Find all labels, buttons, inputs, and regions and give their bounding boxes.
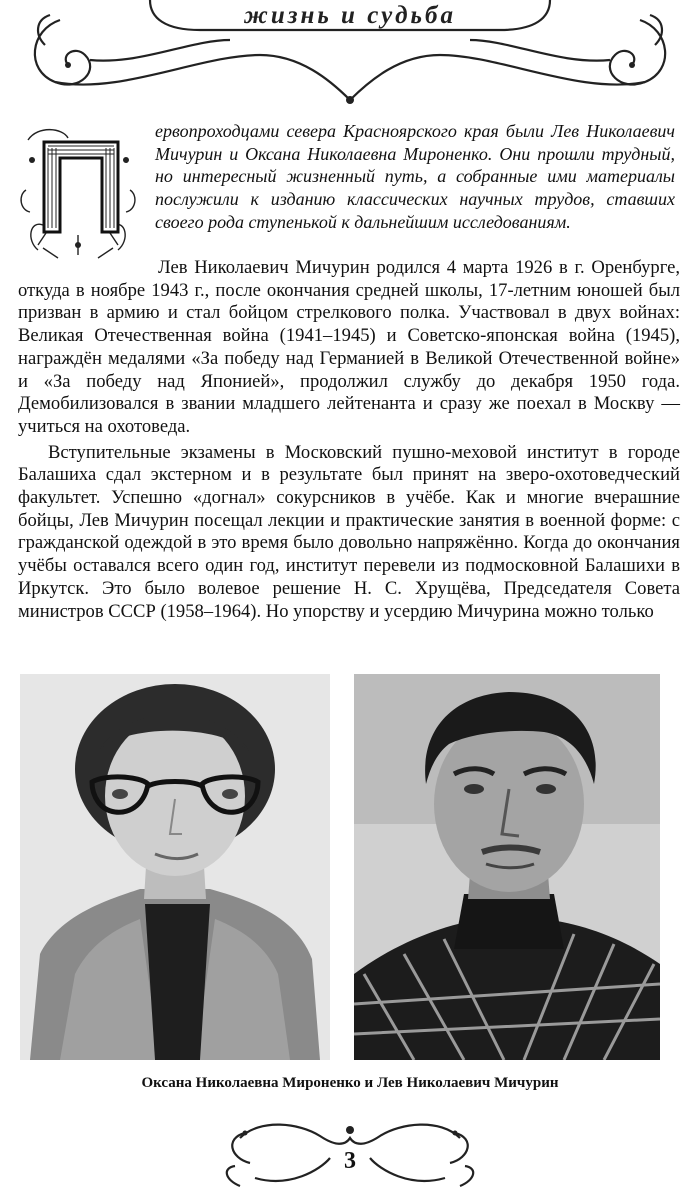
portrait-man-image — [354, 674, 660, 1060]
paragraph-biography: Лев Николаевич Мичурин родился 4 марта 1926 в г. Оренбурге, откуда в ноябре 1943 г., после окончания средней школы, 17-летним юношей был призван в армию и стал бойцом стрелкового полка. Участвовал в двух войнах: Великая Отечественная война (1941–1945) и Советско-японская война (1945), награждён медалями «За победу над Германией в Великой Отечественной войне» и «За победу над Японией», продолжил службу до декабря 1950 года. Демобилизовался в звании младшего лейтенанта и сразу же поехал в Москву — учиться на охотоведа. — [18, 257, 680, 437]
section-title: жизнь и судьба — [244, 2, 456, 29]
portrait-woman-image — [20, 674, 330, 1060]
page-header — [0, 0, 700, 112]
article-body — [18, 257, 680, 623]
portrait-michurin — [354, 674, 660, 1060]
page-number: 3 — [344, 1148, 356, 1174]
portrait-mironenko — [20, 674, 330, 1060]
drop-cap — [18, 120, 140, 260]
photo-caption: Оксана Николаевна Мироненко и Лев Николаевич Мичурин — [141, 1075, 559, 1091]
intro-paragraph: ервопроходцами севера Красноярского края были Лев Николаевич Мичурин и Оксана Николаевна Мироненко. Они прошли трудный, но интересный жизненный путь, а собранные ими материалы послужили к изданию классических научных трудов, ставших своего рода ступенькой к дальнейшим исследованиям. — [155, 121, 675, 232]
drop-cap-ornament-icon — [18, 120, 140, 260]
paragraph-education: Вступительные экзамены в Московский пушно-меховой институт в городе Балашиха сдал экстерном и в результате был принят на зверо-охотоведческий факультет. Успешно «догнал» сокурсников в учёбе. Как и многие вчерашние бойцы, Лев Мичурин посещал лекции и практические занятия в военной форме: с гражданской одеждой в это время было довольно напряжённо. Когда до окончания учёбы оставался всего один год, институт перевели из подмосковной Балашихи в Иркутск. Это было волевое решение Н. С. Хрущёва, Председателя Совета министров СССР (1958–1964). Но упорству и усердию Мичурина можно только — [18, 441, 680, 622]
